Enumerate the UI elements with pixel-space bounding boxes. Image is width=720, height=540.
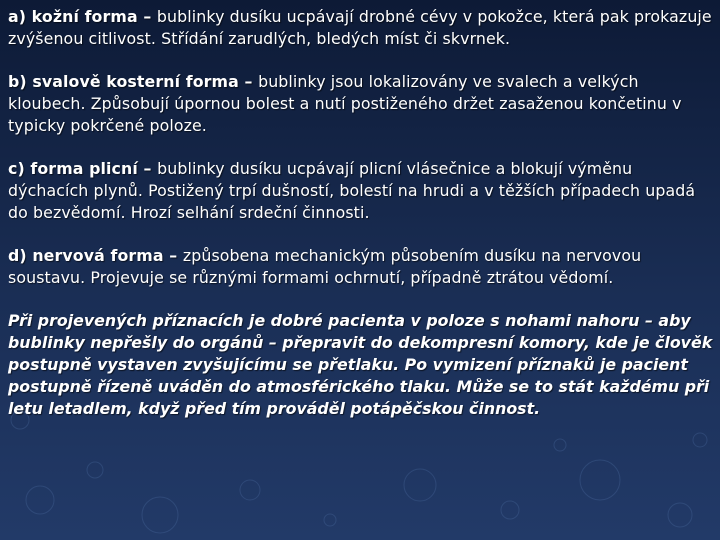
slide-content xyxy=(8,6,714,420)
text-skin-form: bublinky dusíku ucpávají drobné cévy v pokožce, která pak prokazuje zvýšenou citlivost. Střídání zarudlých, bledých míst či skvrnek. xyxy=(8,7,712,48)
text-nervous-form: způsobena mechanickým působením dusíku na nervovou soustavu. Projevuje se různými formami ochrnutí, případně ztrátou vědomí. xyxy=(8,246,642,287)
dash: – xyxy=(238,72,259,91)
dash: – xyxy=(163,246,183,265)
paragraph-musculoskeletal-form xyxy=(8,71,714,137)
paragraph-nervous-form xyxy=(8,245,714,289)
heading-lung-form: c) forma plicní xyxy=(8,159,138,178)
dash: – xyxy=(137,7,157,26)
heading-musculoskeletal-form: b) svalově kosterní forma xyxy=(8,72,239,91)
paragraph-skin-form xyxy=(8,6,714,50)
heading-nervous-form: d) nervová forma xyxy=(8,246,164,265)
heading-skin-form: a) kožní forma xyxy=(8,7,138,26)
paragraph-lung-form xyxy=(8,158,714,224)
text-musculoskeletal-form: bublinky jsou lokalizovány ve svalech a velkých kloubech. Způsobují úpornou bolest a nutí postiženého držet zasaženou končetinu v typicky pokrčené poloze. xyxy=(8,72,682,135)
text-lung-form: bublinky dusíku ucpávají plicní vlásečnice a blokují výměnu dýchacích plynů. Postižený trpí dušností, bolestí na hrudi a v těžších případech upadá do bezvědomí. Hrozí selhání srdeční činnosti. xyxy=(8,159,696,222)
closing-paragraph: Při projevených příznacích je dobré pacienta v poloze s nohami nahoru – aby bublinky nepřešly do orgánů – přepravit do dekompresní komory, kde je člověk postupně vystaven zvyšujícímu se přetlaku. Po vymizení příznaků je pacient postupně řízeně uváděn do atmosférického tlaku. Může se to stát každému při letu letadlem, když před tím prováděl potápěčskou činnost. xyxy=(8,311,713,418)
dash: – xyxy=(137,159,158,178)
